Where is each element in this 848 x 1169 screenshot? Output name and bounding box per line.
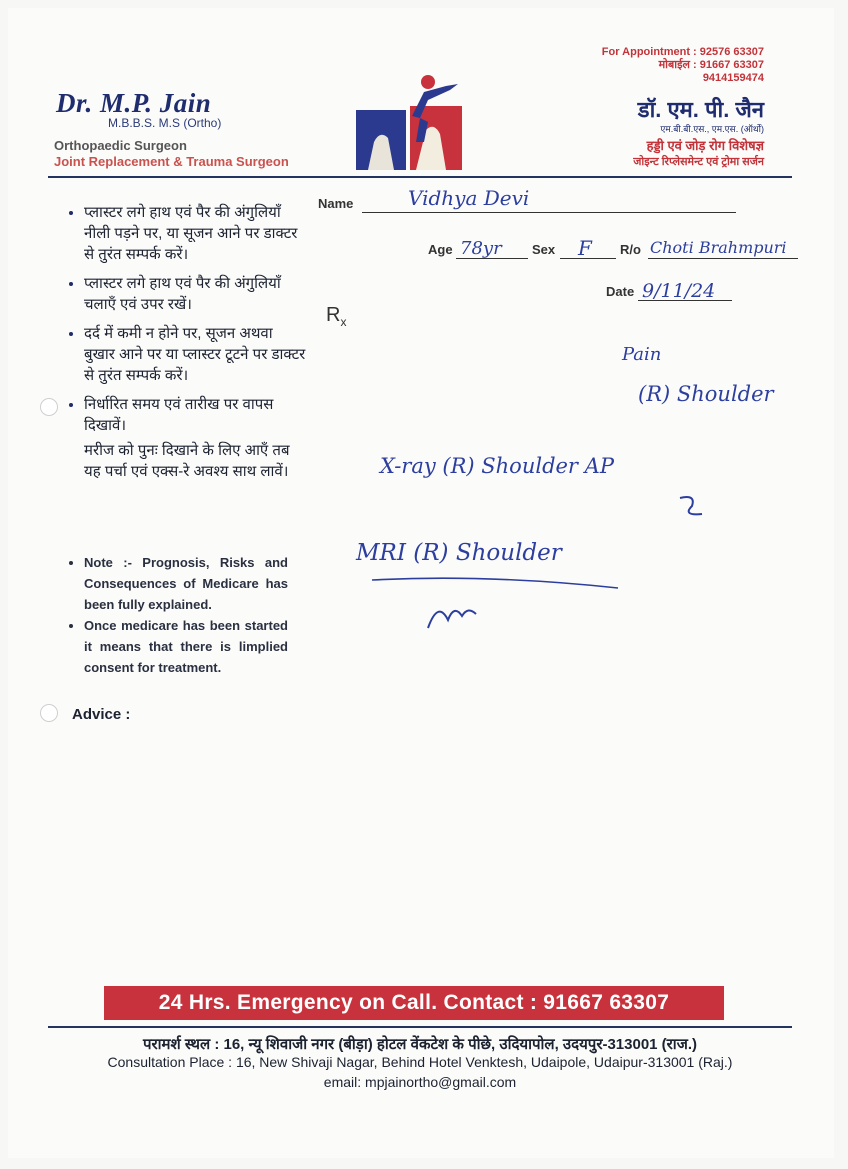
doctor-degree-hi: एम.बी.बी.एस., एम.एस. (ऑर्थो) [660,124,764,134]
doctor-name-hi: डॉ. एम. पी. जैन [637,97,764,122]
note-item: • Once medicare has been started it means that there is limplied consent for treatment. [84,615,288,678]
punch-hole [40,398,58,416]
date-label: Date [606,284,635,299]
ro-value[interactable]: Choti Brahmpuri [650,238,787,257]
note-item: • Note :- Prognosis, Risks and Consequences of Medicare has been fully explained. [84,552,288,615]
rx-symbol [326,304,346,329]
ro-line [648,258,798,259]
ro-label: R/o [620,242,641,257]
name-label: Name [318,196,354,211]
instruction-item: • प्लास्टर लगे हाथ एवं पैर की अंगुलियाँ चलाएँ एवं उपर रखें। [84,273,306,315]
complaint-line-1: Pain [622,344,662,365]
sex-label: Sex [532,242,556,257]
specialty-en-1: Orthopaedic Surgeon [54,138,187,153]
address-english: Consultation Place : 16, New Shivaji Nagar, Behind Hotel Venktesh, Udaipole, Udaipur-313001 (Raj.) [107,1054,733,1070]
instruction-item: • प्लास्टर लगे हाथ एवं पैर की अंगुलियाँ नीली पड़ने पर, या सूजन आने पर डाक्टर से तुरंत सम्पर्क करें। [84,202,306,265]
email-contact: email: mpjainortho@gmail.com [323,1074,517,1090]
doctor-degree-en: M.B.B.S. M.S (Ortho) [108,116,222,130]
appointment-line-3: 9414159474 [702,72,764,84]
specialty-en-2: Joint Replacement & Trauma Surgeon [54,154,289,169]
appointment-contact [568,46,764,85]
appointment-line-1: For Appointment : 92576 63307 [601,46,764,58]
name-value[interactable]: Vidhya Devi [408,186,530,210]
age-label: Age [428,242,453,257]
advice-label: Advice : [72,706,131,723]
emergency-banner: 24 Hrs. Emergency on Call. Contact : 91667 63307 [104,986,724,1020]
doctor-name-en: Dr. M.P. Jain [56,88,212,118]
specialty-hi-1: हड्डी एवं जोड़ रोग विशेषज्ञ [646,138,764,153]
punch-hole [40,704,58,722]
address-hindi: परामर्श स्थल : 16, न्यू शिवाजी नगर (बीड़ा) होटल वेंकटेश के पीछे, उदियापोल, उदयपुर-313001 (राज.) [142,1036,697,1053]
handwritten-underline [368,570,628,630]
instruction-item: • निर्धारित समय एवं तारीख पर वापस दिखावें। [84,394,306,436]
footer-divider [48,1026,792,1028]
sex-value[interactable]: F [578,236,592,260]
date-value[interactable]: 9/11/24 [642,280,716,302]
age-value[interactable]: 78yr [460,238,502,259]
name-line [362,212,736,213]
instruction-note: मरीज को पुनः दिखाने के लिए आएँ तब यह पर्चा एवं एक्स-रे अवश्य साथ लावें। [84,442,290,480]
signature-mark [668,488,708,522]
rx-letter: R [326,304,341,326]
patient-instructions [66,202,306,492]
clinic-logo [354,72,464,174]
header-divider [48,176,792,178]
investigation-line-2: MRI (R) Shoulder [356,540,562,566]
instruction-item: • दर्द में कमी न होने पर, सूजन अथवा बुखार आने पर या प्लास्टर टूटने पर डाक्टर से तुरंत सम्पर्क करें। [84,323,306,386]
complaint-line-2: (R) Shoulder [638,382,774,406]
rx-subscript: x [340,315,347,329]
appointment-line-2: मोबाईल : 91667 63307 [658,59,764,71]
specialty-hi-2: जोइन्ट रिप्लेसमेन्ट एवं ट्रोमा सर्जन [633,156,764,168]
consent-notes [66,552,288,678]
prescription-page [8,8,834,1158]
investigation-line-1: X-ray (R) Shoulder AP [380,454,614,478]
